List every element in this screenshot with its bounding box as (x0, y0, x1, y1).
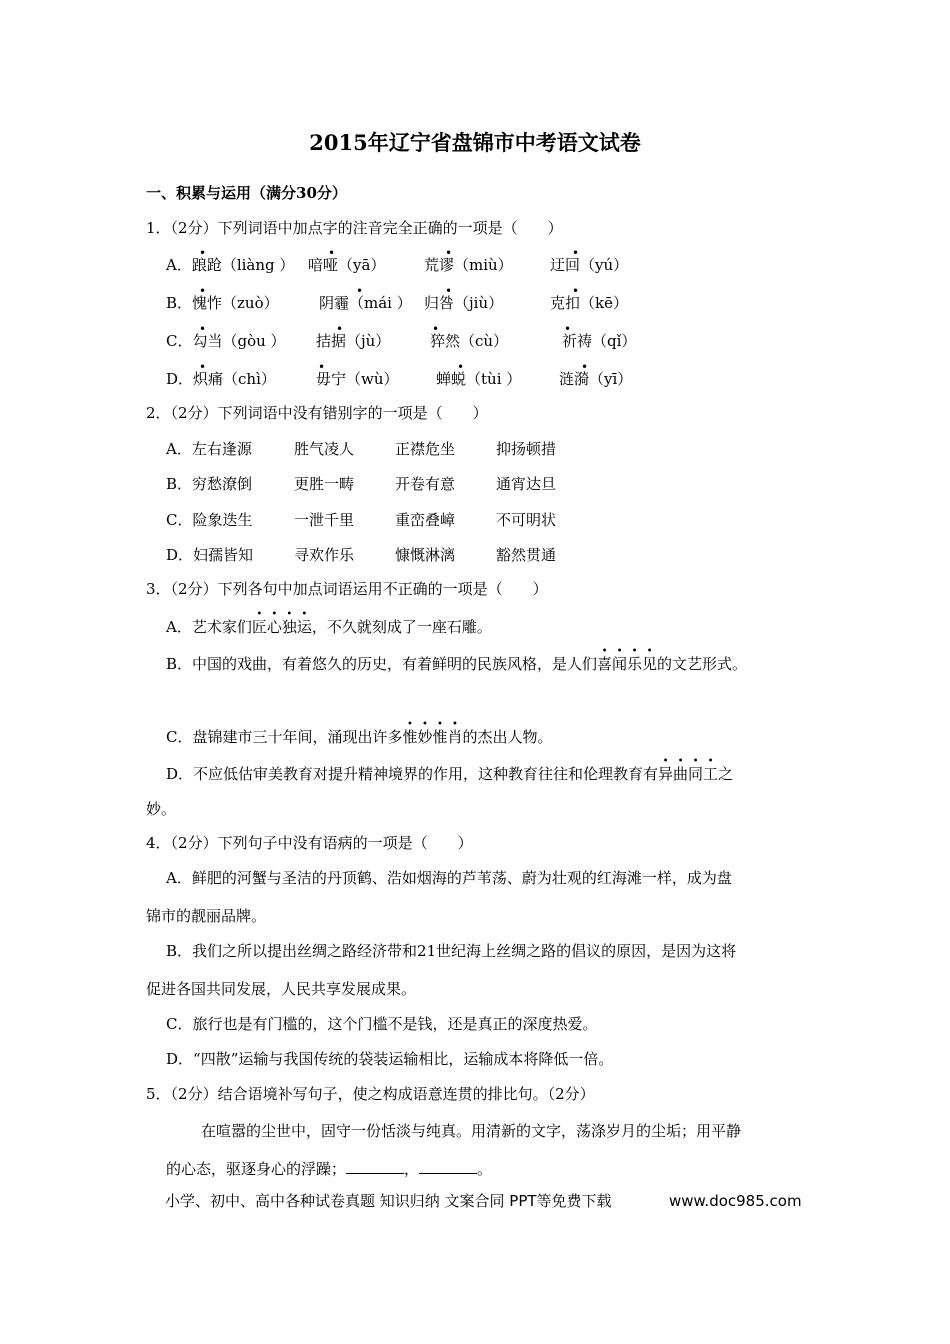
option-text: 寻欢作乐 (294, 546, 355, 564)
option-text: A．左右逢源 (166, 440, 252, 458)
emphasis-dots: • • • • (407, 719, 458, 730)
emphasis-dot: • (356, 284, 364, 298)
emphasis-dot: • (199, 246, 207, 260)
option-text: 更胜一畴 (294, 475, 355, 493)
emphasized-phrase (402, 719, 463, 746)
option-text: 慷慨淋漓 (395, 546, 456, 564)
option-text: 毋宁（wù） (316, 370, 399, 388)
emphasized-phrase (597, 646, 658, 673)
option-text: 重峦叠嶂 (395, 511, 456, 529)
emphasis-dot: • (572, 284, 580, 298)
emphasis-dot: • (199, 322, 207, 336)
emphasized-phrase (251, 609, 312, 636)
emphasis-dots: • • • • (662, 756, 714, 767)
option-text: D．炽痛（chì） (166, 370, 276, 388)
question-3-option-d (166, 756, 734, 783)
emphasis-dot: • (445, 246, 453, 260)
option-text: 一泄千里 (294, 511, 355, 529)
emphasized-phrase (658, 756, 719, 783)
question-4-option-a: A．鲜肥的河蟹与圣洁的丹顶鹤、浩如烟海的芦苇荡、蔚为壮观的红海滩一样，成为盘 (166, 869, 732, 887)
option-text: 胜气凌人 (294, 440, 355, 458)
option-text: ，不久就刻成了一座石雕。 (311, 618, 492, 636)
question-4-option-a-continued: 锦市的靓丽品牌。 (146, 907, 267, 925)
phrase-text: 匠心独运 (251, 618, 312, 636)
emphasis-dot: • (328, 246, 336, 260)
question-3-option-d-continued: 妙。 (146, 800, 177, 818)
question-5-passage-line1: 在喧嚣的尘世中，固守一份恬淡与纯真。用清新的文字，荡涤岁月的尘垢；用平静 (201, 1122, 742, 1140)
question-3-stem: 3．（2分）下列各句中加点词语运用不正确的一项是（ ） (146, 580, 548, 598)
option-text: 涟漪（yī） (559, 370, 633, 388)
emphasis-dot: • (318, 360, 326, 374)
option-text: D．妇孺皆知 (166, 546, 254, 564)
document-title: 2015年辽宁省盘锦市中考语文试卷 (309, 130, 641, 155)
option-text: 猝然（cù） (430, 332, 509, 350)
emphasis-dot: • (572, 246, 580, 260)
answer-blank-1[interactable] (346, 1159, 404, 1174)
option-text: C．险象迭生 (166, 511, 253, 529)
option-text: 荒谬（miù） (424, 256, 513, 274)
option-text: 豁然贯通 (496, 546, 557, 564)
option-text: C．盘锦建市三十年间，涌现出许多 (166, 728, 403, 746)
option-text: 克扣（kē） (550, 294, 628, 312)
phrase-text: 惟妙惟肖 (402, 728, 463, 746)
question-3-option-a (166, 609, 492, 636)
question-2-stem: 2．（2分）下列词语中没有错别字的一项是（ ） (146, 404, 488, 422)
footer-url[interactable]: www.doc985.com (669, 1192, 802, 1210)
option-text: 喑哑（yā） (308, 256, 386, 274)
section-heading: 一、积累与运用（满分30分） (146, 184, 347, 202)
phrase-text: 喜闻乐见 (597, 655, 658, 673)
question-3-option-c (166, 719, 553, 746)
option-text: 的文艺形式。 (657, 655, 748, 673)
emphasis-dot: • (432, 322, 440, 336)
answer-blank-2[interactable] (419, 1159, 477, 1174)
option-text: D．不应低估审美教育对提升精神境界的作用，这种教育往往和伦理教育有 (166, 765, 659, 783)
option-text: B．中国的戏曲，有着悠久的历史，有着鲜明的民族风格，是人们 (166, 655, 598, 673)
option-text: B．穷愁潦倒 (166, 475, 253, 493)
option-text: 开卷有意 (395, 475, 456, 493)
question-4-stem: 4．（2分）下列句子中没有语病的一项是（ ） (146, 834, 473, 852)
emphasis-dot: • (199, 360, 207, 374)
option-text: 归咎（jiù） (424, 294, 504, 312)
option-text: 不可明状 (496, 511, 557, 529)
option-text: B．愧怍（zuò） (166, 294, 279, 312)
option-text: 之 (718, 765, 734, 783)
question-4-option-c: C．旅行也是有门槛的，这个门槛不是钱，还是真正的深度热爱。 (166, 1015, 598, 1033)
option-text: 蝉蜕（tùi ） (436, 370, 522, 388)
option-text: 的杰出人物。 (462, 728, 553, 746)
emphasis-dot: • (445, 284, 453, 298)
emphasis-dots: • • • • (256, 609, 308, 620)
question-4-option-d: D．“四散”运输与我国传统的袋装运输相比，运输成本将降低一倍。 (166, 1050, 614, 1068)
emphasis-dot: • (564, 322, 572, 336)
emphasis-dot: • (457, 360, 465, 374)
phrase-text: 异曲同工 (658, 765, 719, 783)
emphasis-dot: • (581, 360, 589, 374)
option-text: 阴霾（mái ） (319, 294, 412, 312)
option-text: A．艺术家们 (166, 618, 252, 636)
option-text: 迂回（yú） (550, 256, 629, 274)
question-5-passage-line2 (166, 1159, 492, 1178)
emphasis-dot: • (199, 284, 207, 298)
footer (165, 1192, 802, 1210)
passage-text: ， (404, 1160, 420, 1178)
option-text: 正襟危坐 (395, 440, 456, 458)
option-text: C．勾当（gòu ） (166, 332, 286, 350)
emphasis-dots: • • • • (601, 646, 653, 657)
passage-text: 。 (477, 1160, 493, 1178)
option-text: 通宵达旦 (496, 475, 557, 493)
question-5-stem: 5．（2分）结合语境补写句子，使之构成语意连贯的排比句。（2分） (146, 1085, 595, 1103)
passage-text: 的心态，驱逐身心的浮躁； (166, 1160, 347, 1178)
option-text: 祈祷（qǐ） (562, 332, 637, 350)
question-3-option-b (166, 646, 748, 673)
option-text: A．踉跄（liàng ） (166, 256, 295, 274)
option-text: 抑扬顿措 (496, 440, 557, 458)
option-text: 拮据（jù） (316, 332, 391, 350)
question-4-option-b-continued: 促进各国共同发展，人民共享发展成果。 (146, 980, 417, 998)
footer-text: 小学、初中、高中各种试卷真题 知识归纳 文案合同 PPT等免费下载 (165, 1192, 612, 1210)
question-1-stem: 1．（2分）下列词语中加点字的注音完全正确的一项是（ ） (146, 219, 563, 237)
question-4-option-b: B．我们之所以提出丝绸之路经济带和21世纪海上丝绸之路的倡议的原因，是因为这将 (166, 942, 737, 960)
emphasis-dot: • (336, 322, 344, 336)
